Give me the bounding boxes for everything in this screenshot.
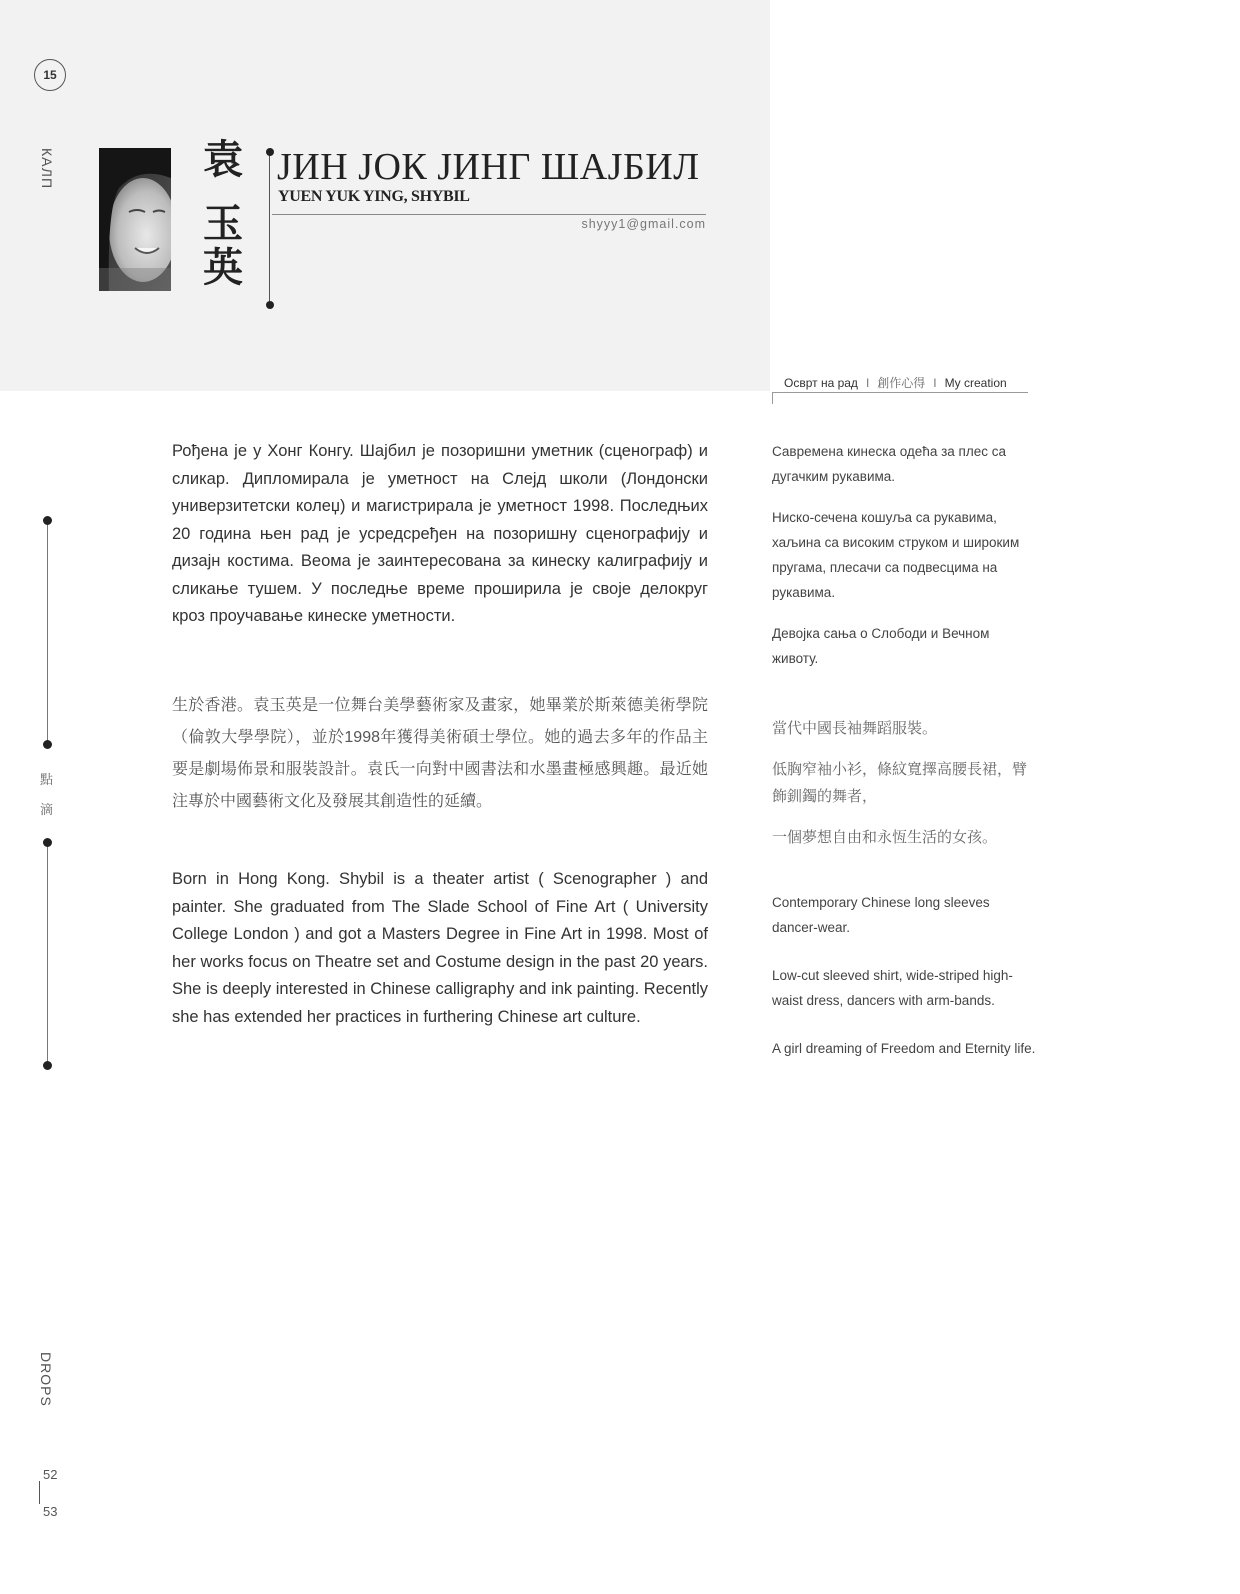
creation-label-en: My creation [944, 376, 1007, 390]
page-badge: 15 [34, 59, 66, 91]
page-number-divider [39, 1481, 40, 1504]
creation-note: A girl dreaming of Freedom and Eternity life. [772, 1041, 1036, 1056]
cjk-char: 袁 [203, 136, 243, 183]
artist-name-serbian: ЈИН ЈОК ЈИНГ ШАЈБИЛ [277, 146, 700, 188]
creation-note: 當代中國長袖舞蹈服裝。 [772, 720, 938, 737]
creation-note: Девојка сања о Слободи и Вечном животу. [772, 626, 990, 666]
side-rail-lower [47, 843, 48, 1066]
creation-label-zh: 創作心得 [877, 376, 926, 390]
creation-note: 低胸窄袖小衫，條紋寬擇高腰長裙，臂飾釧鐲的舞者， [772, 761, 1028, 805]
name-divider-horizontal [272, 214, 706, 215]
creation-underline [772, 392, 1028, 393]
creation-note: Савремена кинеска одећа за плес са дугачким рукавима. [772, 444, 1006, 484]
creation-notes-english [772, 890, 1036, 1084]
creation-note: Low-cut sleeved shirt, wide-striped high-waist dress, dancers with arm-bands. [772, 968, 1013, 1008]
bio-english: Born in Hong Kong. Shybil is a theater artist ( Scenographer ) and painter. She graduated from The Slade School of Fine Art ( University College London ) and got a Masters Degree in Fine Art in 1998. Most of her works focus on Theatre set and Costume design in the past 20 years. She is deeply interested in Chinese calligraphy and ink painting. Recently she has extended her practices in furthering Chinese art culture. [172, 870, 708, 1026]
divider-dot-top [266, 148, 274, 156]
rail-dot [43, 1061, 52, 1070]
rail-label: 滴 [40, 802, 54, 817]
artist-name-english: YUEN YUK YING, SHYBIL [278, 188, 470, 205]
separator: I [933, 376, 937, 390]
bio-chinese: 生於香港。袁玉英是一位舞台美學藝術家及畫家，她畢業於斯萊德美術學院（倫敦大學學院），並於1998年獲得美術碩士學位。她的過去多年的作品主要是劇場佈景和服裝設計。袁氏一向對中國書法和水墨畫極感興趣。最近她注專於中國藝術文化及發展其創造性的延續。 [172, 697, 708, 810]
artist-photo [99, 148, 171, 291]
creation-tick [772, 392, 773, 404]
bio-serbian: Рођена је у Хонг Конгу. Шајбил је позоришни уметник (сценограф) и сликар. Дипломирала је уметност на Слејд школи (Лондонски универзитетски колеџ) и магистрирала је уметност 1998. Последњих 20 година њен рад је усредсређен на позоришну сценографију и дизајн костима. Веома је заинтересована за кинеску калиграфију и сликање тушем. У последње време проширила је своје делокруг кроз проучавање кинеске уметности. [172, 442, 708, 625]
rail-dot [43, 740, 52, 749]
divider-dot-bottom [266, 301, 274, 309]
rail-dot [43, 516, 52, 525]
creation-label-sr: Осврт на рад [784, 376, 858, 390]
rail-dot [43, 838, 52, 847]
cjk-char: 玉 [203, 200, 243, 247]
creation-header [784, 374, 1007, 391]
rail-label: 點 [40, 772, 54, 787]
page-number-left: 52 [43, 1467, 58, 1482]
page-number-right: 53 [43, 1504, 58, 1519]
separator: I [865, 376, 870, 390]
creation-note: Ниско-сечена кошуља са рукавима, хаљина са високим струком и широким пругама, плесачи са подвесцима на рукавима. [772, 510, 1020, 600]
creation-notes-chinese [772, 715, 1036, 865]
cjk-char: 英 [203, 244, 243, 291]
artist-email[interactable]: shyyy1@gmail.com [581, 217, 706, 231]
creation-note: 一個夢想自由和永恆生活的女孩。 [772, 829, 998, 846]
section-vertical-label: КАЛП [39, 148, 55, 190]
artist-name-cjk [200, 136, 246, 291]
publication-title-vertical: DROPS [38, 1352, 54, 1407]
creation-notes-serbian [772, 439, 1036, 687]
side-rail-upper [47, 521, 48, 745]
name-divider-vertical [269, 150, 270, 305]
creation-note: Contemporary Chinese long sleeves dancer-wear. [772, 895, 990, 935]
